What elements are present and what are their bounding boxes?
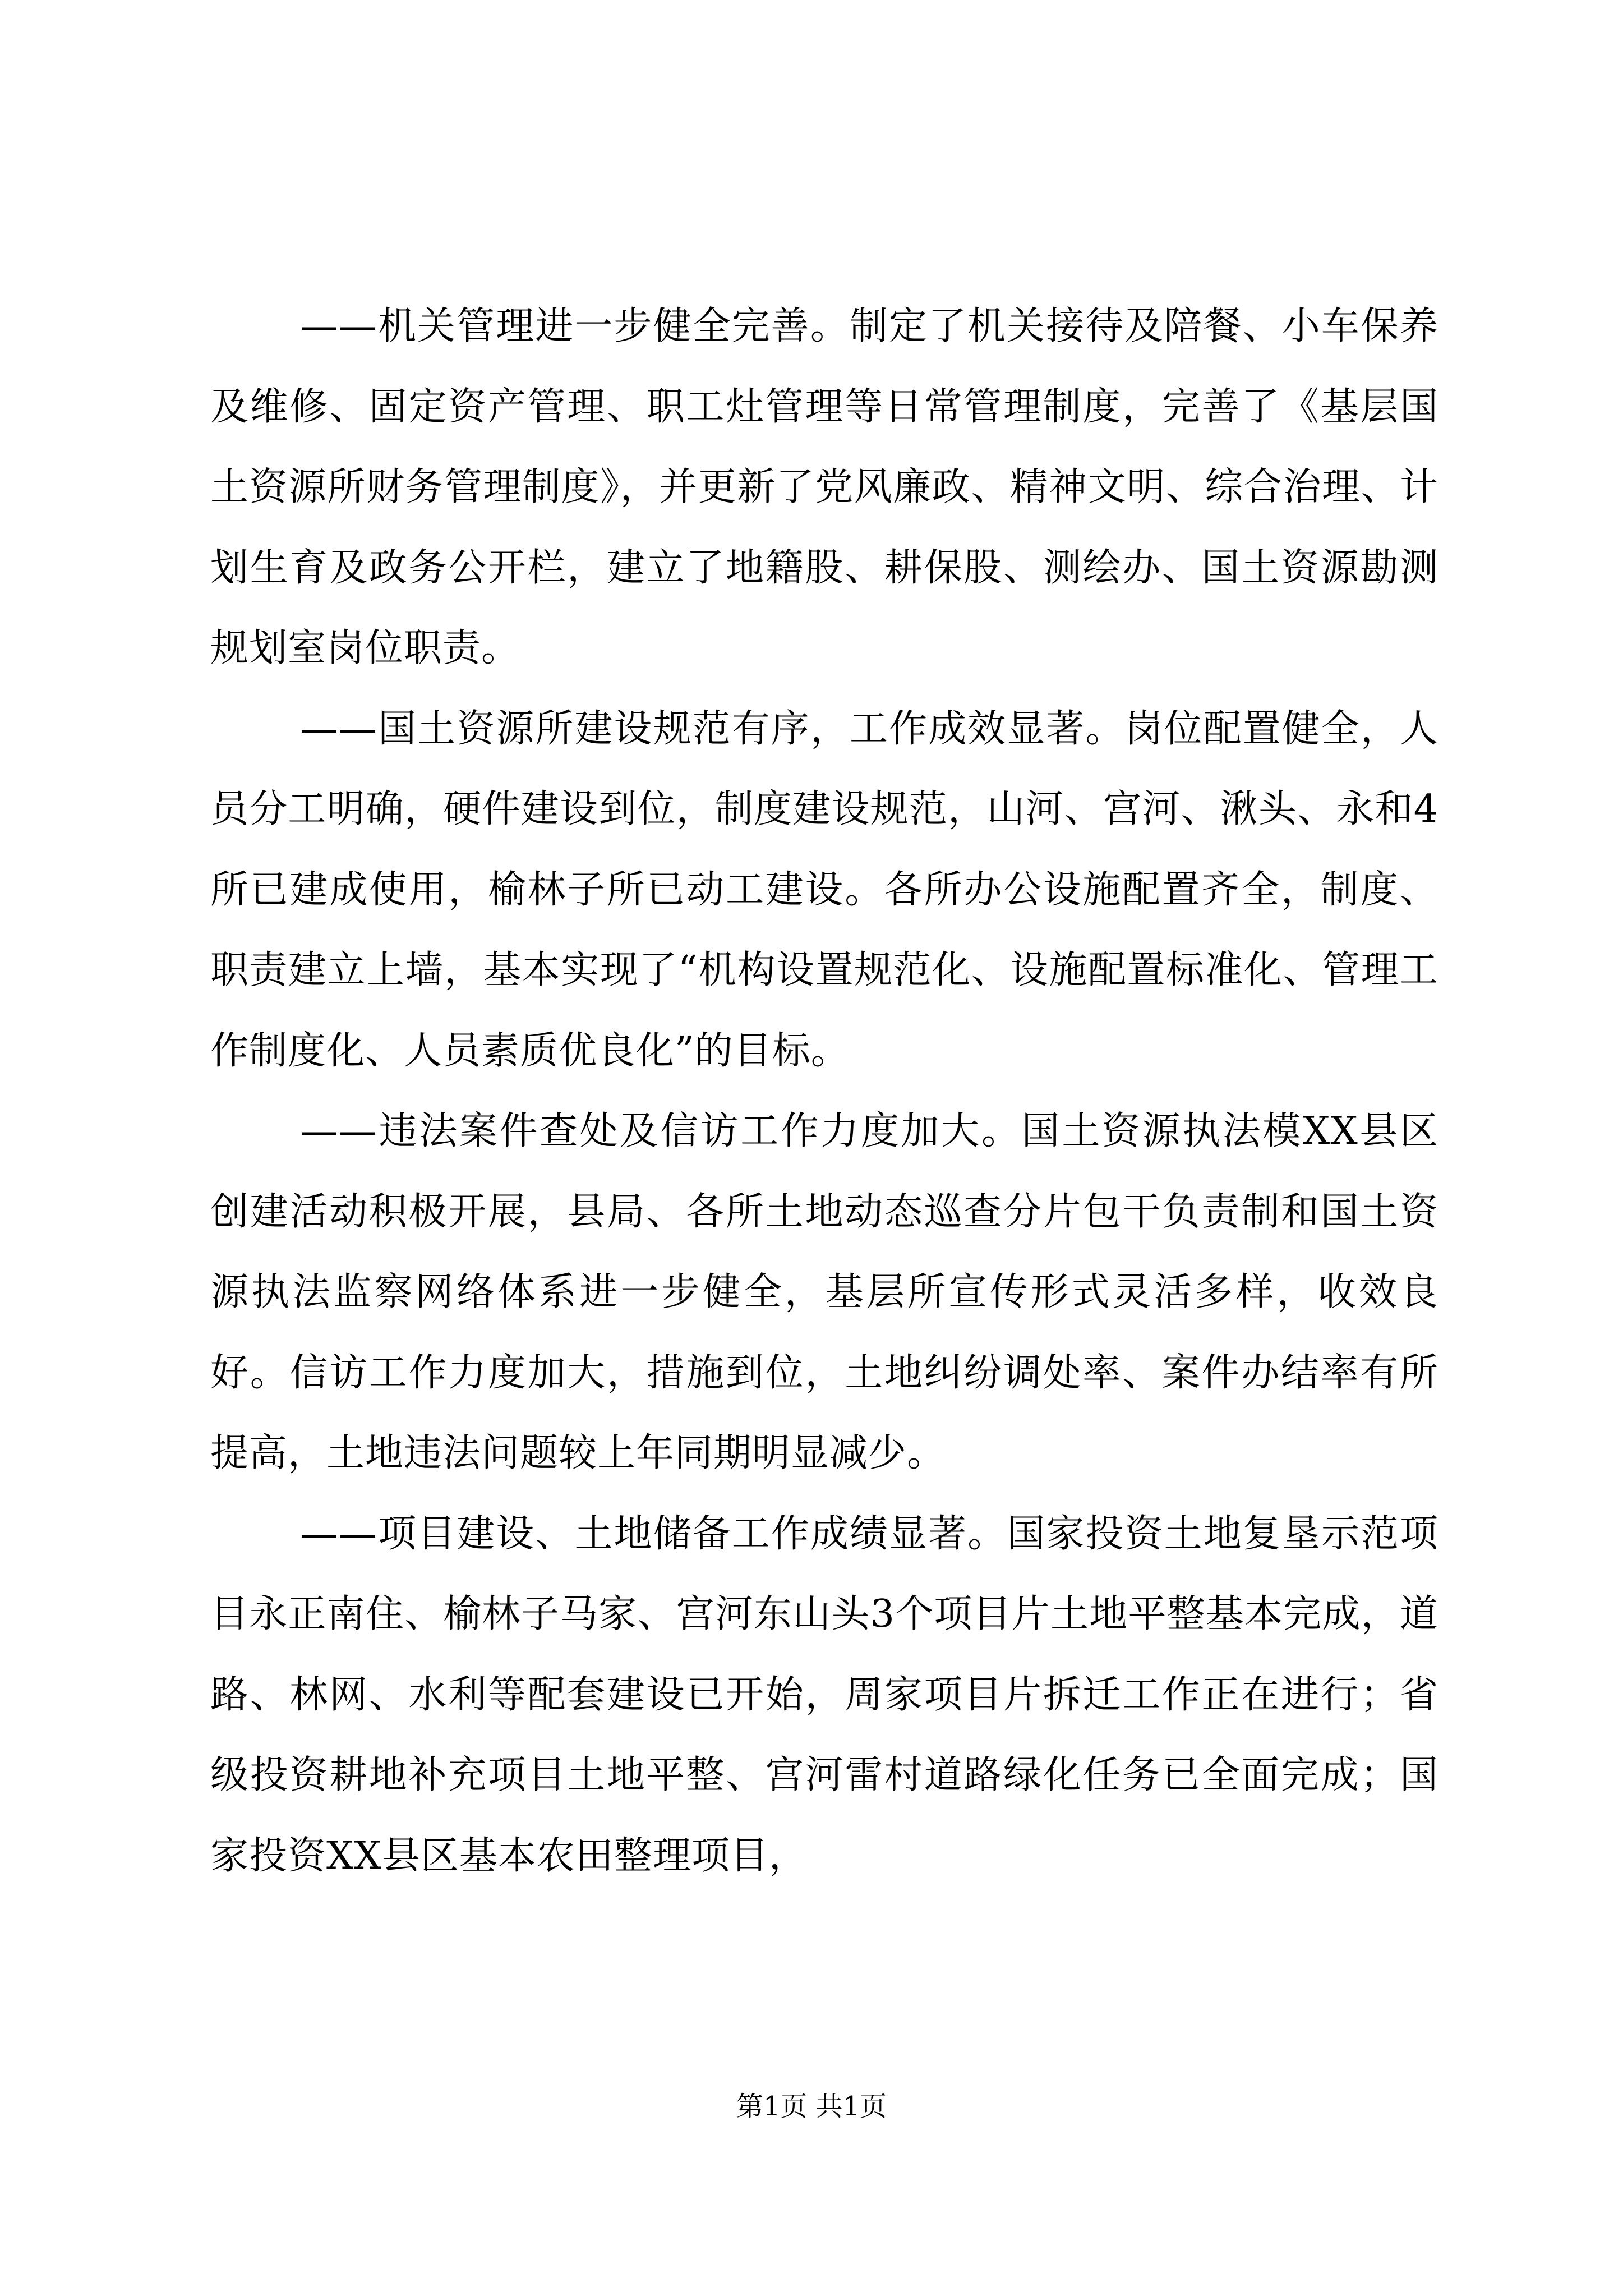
paragraph-office-management: ——机关管理进一步健全完善。制定了机关接待及陪餐、小车保养及维修、固定资产管理、职工灶管理等日常管理制度，完善了《基层国土资源所财务管理制度》，并更新了党风廉政、精神文明、综合治理、计划生育及政务公开栏，建立了地籍股、耕保股、测绘办、国土资源勘测规划室岗位职责。 <box>210 304 1438 670</box>
paragraph-project-construction: ——项目建设、土地储备工作成绩显著。国家投资土地复垦示范项目永正南住、榆林子马家、宫河东山头3个项目片土地平整基本完成，道路、林网、水利等配套建设已开始，周家项目片拆迁工作正在进行；省级投资耕地补充项目土地平整、宫河雷村道路绿化任务已全面完成；国家投资XX县区基本农田整理项目， <box>210 1511 1438 1878</box>
document-body <box>210 286 1438 1896</box>
paragraph-law-enforcement: ——违法案件查处及信访工作力度加大。国土资源执法模XX县区创建活动积极开展，县局、各所土地动态巡查分片包干负责制和国土资源执法监察网络体系进一步健全，基层所宣传形式灵活多样，收效良好。信访工作力度加大，措施到位，土地纠纷调处率、案件办结率有所提高，土地违法问题较上年同期明显减少。 <box>210 1109 1438 1475</box>
page-number: 第1页 共1页 <box>736 2091 887 2122</box>
page-footer <box>0 2090 1623 2123</box>
paragraph-land-office-construction: ——国土资源所建设规范有序，工作成效显著。岗位配置健全，人员分工明确，硬件建设到位，制度建设规范，山河、宫河、湫头、永和4所已建成使用，榆林子所已动工建设。各所办公设施配置齐全，制度、职责建立上墙，基本实现了“机构设置规范化、设施配置标准化、管理工作制度化、人员素质优良化”的目标。 <box>210 706 1438 1073</box>
